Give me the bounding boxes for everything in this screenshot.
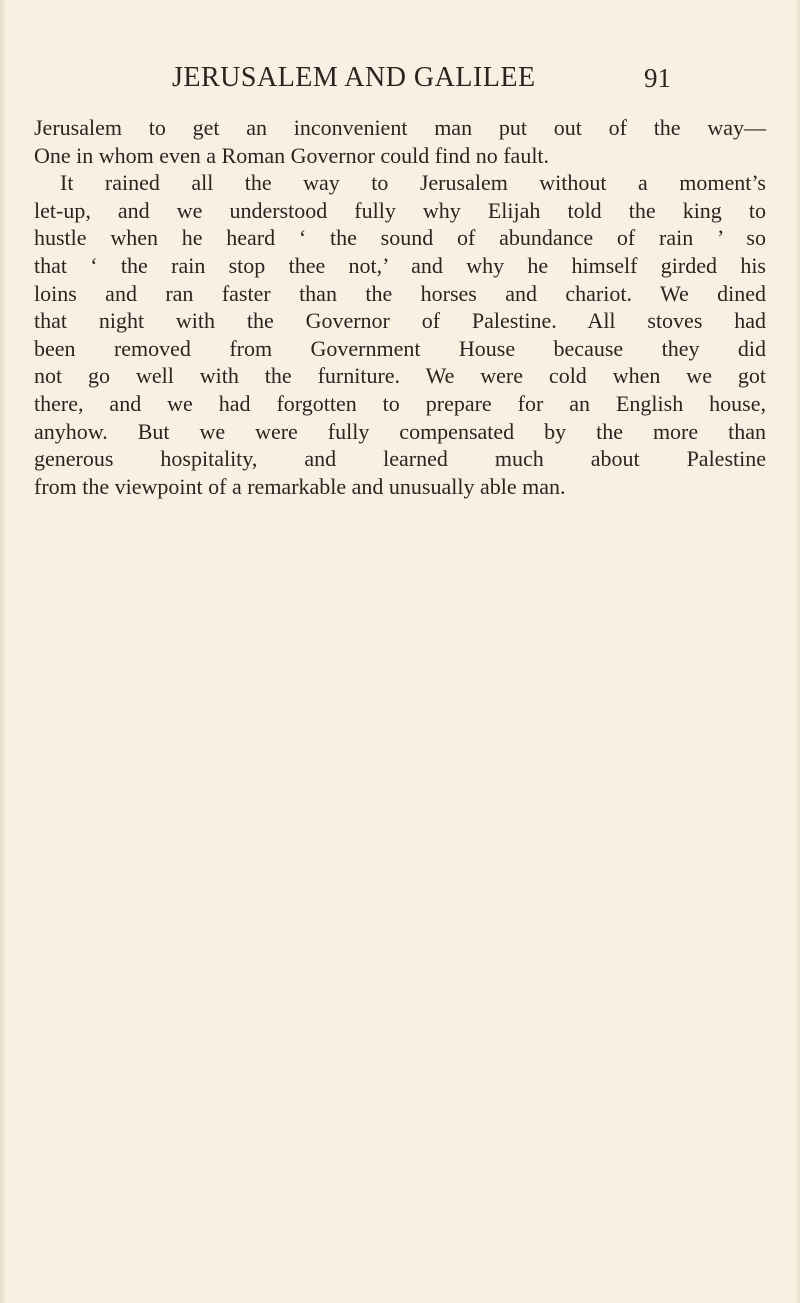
text-line: One in whom even a Roman Governor could find no fault.: [34, 142, 550, 168]
page-edge-right: [795, 0, 800, 1303]
text-line: from the viewpoint of a remarkable and unusually able man.: [34, 473, 566, 499]
text-line: loins and ran faster than the horses and chariot. We dined: [34, 280, 766, 306]
text-line: It rained all the way to Jerusalem without a moment’s: [60, 170, 766, 196]
running-head: [0, 60, 800, 100]
text-line: anyhow. But we were fully compensated by the more than: [34, 418, 766, 444]
text-line: generous hospitality, and learned much about Palestine: [34, 446, 766, 472]
text-line: that night with the Governor of Palestine. All stoves had: [34, 308, 766, 334]
text-line: let-up, and we understood fully why Elijah told the king to: [34, 197, 766, 223]
page-number: 91: [644, 63, 671, 93]
text-line: Jerusalem to get an inconvenient man put out of the way—: [34, 115, 766, 140]
running-title: JERUSALEM AND GALILEE: [172, 62, 536, 93]
text-line: that ‘ the rain stop thee not,’ and why he himself girded his: [34, 252, 766, 278]
text-line: there, and we had forgotten to prepare for an English house,: [34, 390, 766, 416]
text-line: not go well with the furniture. We were cold when we got: [34, 363, 766, 389]
text-line: been removed from Government House because they did: [34, 335, 766, 361]
text-line: hustle when he heard ‘ the sound of abundance of rain ’ so: [34, 225, 766, 251]
body-text: [34, 114, 766, 500]
page-edge-left: [0, 0, 7, 1303]
